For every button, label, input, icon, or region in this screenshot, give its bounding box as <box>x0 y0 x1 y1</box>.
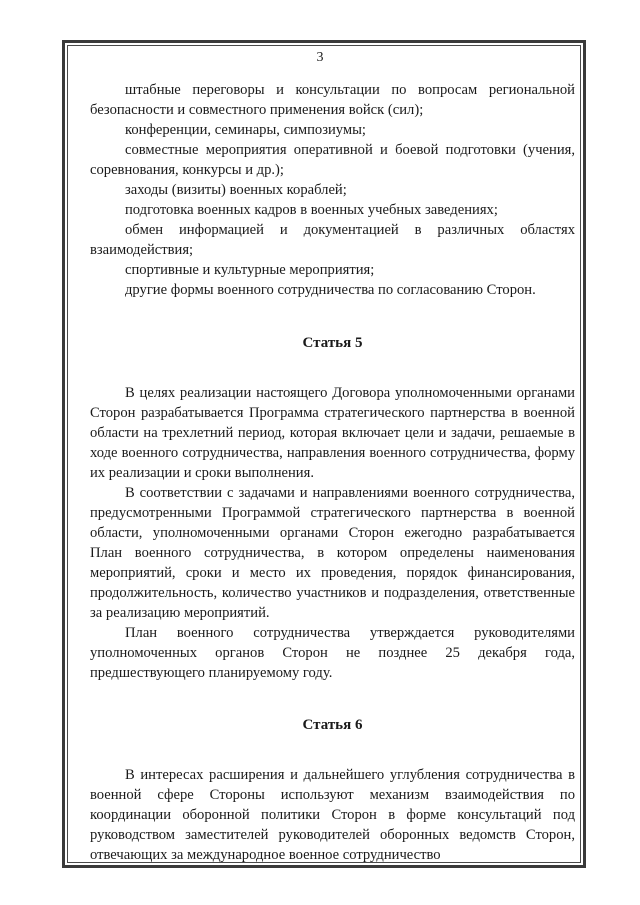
document-body <box>90 80 575 865</box>
article-5-body <box>90 383 575 683</box>
list-block <box>90 80 575 300</box>
list-item: обмен информацией и документацией в различных областях взаимодействия; <box>90 222 575 258</box>
paragraph: В соответствии с задачами и направлениями военного сотрудничества, предусмотренными Программой стратегического партнерства в военной области, уполномоченными органами Сторон ежегодно разрабатывается План военного сотрудничества, в котором определены наименования мероприятий, сроки и место их проведения, порядок финансирования, продолжительность, количество участников и подразделения, ответственные за реализацию мероприятий. <box>90 485 575 621</box>
list-item: спортивные и культурные мероприятия; <box>125 262 375 278</box>
list-item: штабные переговоры и консультации по вопросам региональной безопасности и совместного применения войск (сил); <box>90 82 575 118</box>
list-item: подготовка военных кадров в военных учебных заведениях; <box>125 202 498 218</box>
article-5-title: Статья 5 <box>302 335 363 351</box>
article-6-title: Статья 6 <box>302 717 363 733</box>
paragraph: План военного сотрудничества утверждается руководителями уполномоченных органов Сторон не позднее 25 декабря года, предшествующего планируемому году. <box>90 625 575 681</box>
page-number: 3 <box>316 50 324 65</box>
paragraph: В целях реализации настоящего Договора уполномоченными органами Сторон разрабатывается Программа стратегического партнерства в военной области на трехлетний период, которая включает цели и задачи, решаемые в ходе военного сотрудничества, направления военного сотрудничества, форму их реализации и сроки выполнения. <box>90 385 575 481</box>
list-item: другие формы военного сотрудничества по согласованию Сторон. <box>125 282 536 298</box>
list-item: совместные мероприятия оперативной и боевой подготовки (учения, соревнования, конкурсы и др.); <box>90 142 575 178</box>
article-6-body <box>90 765 575 865</box>
list-item: конференции, семинары, симпозиумы; <box>125 122 366 138</box>
list-item: заходы (визиты) военных кораблей; <box>125 182 347 198</box>
paragraph: В интересах расширения и дальнейшего углубления сотрудничества в военной сфере Стороны используют механизм взаимодействия по координации оборонной политики Сторон в форме консультаций под руководством заместителей руководителей оборонных ведомств Сторон, отвечающих за международное военное сотрудничество <box>90 767 575 863</box>
